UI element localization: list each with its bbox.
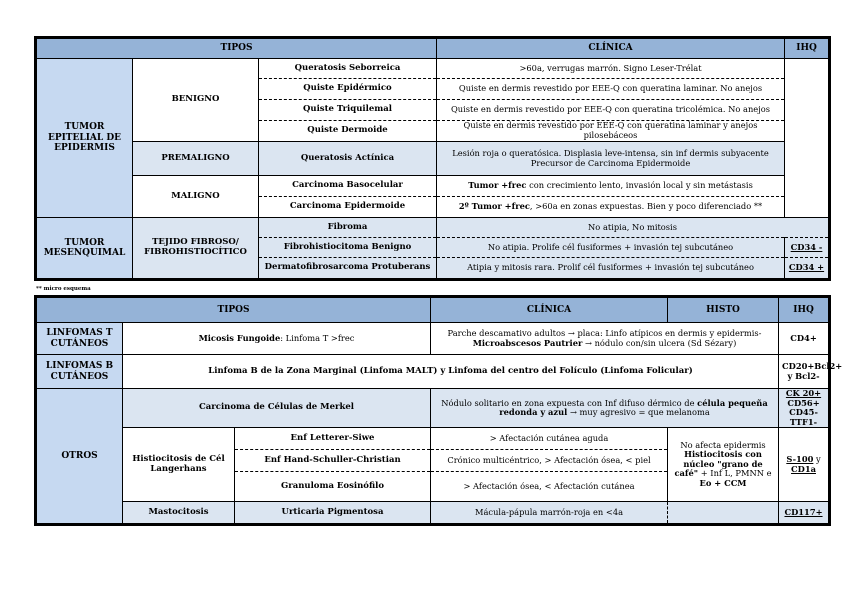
row-clinica: Quiste en dermis revestido por EEE-Q con queratina laminar. No anejos [437, 79, 785, 100]
merkel-clinica-bold: célula pequeña redonda y azul [499, 397, 768, 418]
group-linfomas-b: LINFOMAS B CUTÁNEOS [37, 355, 123, 389]
subgroup-benigno: BENIGNO [133, 59, 259, 142]
subgroup-maligno: MALIGNO [133, 176, 259, 218]
hist-row-clinica: Crónico multicéntrico, > Afectación ósea, < piel [431, 450, 668, 472]
row-name: Quiste Epidérmico [259, 79, 437, 100]
group-otros: OTROS [37, 389, 123, 524]
ihq-empty [785, 59, 829, 218]
group-mesenquimal: TUMOR MESENQUIMAL [37, 218, 133, 279]
row-name: Queratosis Seborreica [259, 59, 437, 79]
hist-row-clinica: > Afectación ósea, < Afectación cutánea [431, 472, 668, 502]
row-name: Carcinoma Basocelular [259, 176, 437, 197]
header-tipos: TIPOS [37, 39, 437, 59]
subgroup-premaligno: PREMALIGNO [133, 142, 259, 176]
ihq-text: CD34 - [790, 241, 823, 252]
row-clinica: Quiste en dermis revestido por EEE-Q con queratina tricolémica. No anejos [437, 100, 785, 121]
micosis-clinica-2: → nódulo con/sin ulcera (Sd Sézary) [582, 337, 737, 348]
ihq-cd1a: CD1a [791, 463, 816, 474]
merkel-clinica [431, 389, 779, 428]
row-clinica [437, 197, 785, 218]
group-epitelial: TUMOR EPITELIAL DE EPIDERMIS [37, 59, 133, 218]
merkel-name: Carcinoma de Células de Merkel [123, 389, 431, 428]
histo-bold: Histiocitosis con núcleo "grano de café" [674, 449, 763, 479]
row-clinica: No atipia. Prolife cél fusiformes + invasión tej subcutáneo [437, 238, 785, 258]
hist-row-name: Granuloma Eosinófilo [235, 472, 431, 502]
row-clinica-rest: con crecimiento lento, invasión local y sin metástasis [526, 180, 753, 191]
otros-table [36, 297, 843, 524]
micosis-ihq: CD4+ [779, 323, 829, 355]
micosis-clinica-bold: Microabscesos Pautrier [472, 337, 583, 348]
row-name: Dermatofibrosarcoma Protuberans [259, 258, 437, 279]
header-tipos: TIPOS [37, 298, 431, 323]
linfoma-b-ihq: CD20+Bcl2+ y Bcl2- [779, 355, 829, 389]
hist-row-clinica: > Afectación cutánea aguda [431, 428, 668, 450]
histo-2: + Inf L, PMNN e [698, 468, 772, 479]
micosis-clinica-1: Parche descamativo adultos → placa: Linfo atípicos en dermis y epidermis- [447, 327, 762, 338]
row-clinica-bold: Tumor +frec [468, 180, 527, 191]
row-name: Queratosis Actínica [259, 142, 437, 176]
row-clinica: Lesión roja o queratósica. Displasia leve-intensa, sin inf dermis subyacente Precursor de Carcinoma Epidermoide [437, 142, 785, 176]
header-histo: HISTO [668, 298, 779, 323]
micosis-name: Micosis Fungoide [198, 332, 281, 343]
row-clinica [437, 176, 785, 197]
merkel-ihq-2: CD56+ CD45- TTF1- [787, 397, 820, 427]
tumor-table [36, 38, 829, 279]
row-clinica: Atipia y mitosis rara. Prolif cél fusiformes + invasión tej subcutáneo [437, 258, 785, 279]
header-ihq: IHQ [785, 39, 829, 59]
row-clinica: No atipia, No mitosis [437, 218, 829, 238]
linfoma-b-text: Linfoma B de la Zona Marginal (Linfoma MALT) y Linfoma del centro del Folículo (Linfoma Folicular) [123, 355, 779, 389]
row-clinica: >60a, verrugas marrón. Signo Leser-Trélat [437, 59, 785, 79]
mastocitosis-clinica: Mácula-pápula marrón-roja en <4a [431, 502, 668, 524]
mastocitosis-name: Mastocitosis [123, 502, 235, 524]
footnote: ** micro esquema [36, 286, 91, 292]
header-ihq: IHQ [779, 298, 829, 323]
header-clinica: CLÍNICA [431, 298, 668, 323]
group-linfomas-t: LINFOMAS T CUTÁNEOS [37, 323, 123, 355]
mastocitosis-ihq [779, 502, 829, 524]
micosis-fungoide [123, 323, 431, 355]
row-name: Quiste Triquilemal [259, 100, 437, 121]
merkel-ihq [779, 389, 829, 428]
mastocitosis-sub: Urticaria Pigmentosa [235, 502, 431, 524]
row-clinica: Quiste en dermis revestido por EEE-Q con queratina laminar y anejos pilosebáceos [437, 121, 785, 142]
row-name: Fibroma [259, 218, 437, 238]
row-name: Quiste Dermoide [259, 121, 437, 142]
ihq-s100: S-100 [786, 454, 814, 465]
row-ihq [785, 258, 829, 279]
histiocitosis-name: Histiocitosis de Cél Langerhans [123, 428, 235, 502]
ihq-text: CD34 + [788, 262, 825, 273]
histiocitosis-histo [668, 428, 779, 502]
row-ihq [785, 238, 829, 258]
header-clinica: CLÍNICA [437, 39, 785, 59]
hist-row-name: Enf Letterer-Siwe [235, 428, 431, 450]
subgroup-fibroso: TEJIDO FIBROSO/ FIBROHISTIOCÍTICO [133, 218, 259, 279]
mastocitosis-histo [668, 502, 779, 524]
row-clinica-bold: 2º Tumor +frec [458, 201, 530, 212]
micosis-clinica [431, 323, 779, 355]
histo-bold2: Eo + CCM [699, 477, 747, 488]
row-name: Carcinoma Epidermoide [259, 197, 437, 218]
ihq-y: y [813, 454, 821, 465]
row-clinica-rest: , >60a en zonas expuestas. Bien y poco diferenciado ** [529, 201, 763, 212]
micosis-rest: : Linfoma T >frec [280, 332, 355, 343]
merkel-clinica-2: → muy agresivo = que melanoma [567, 407, 710, 418]
row-name: Fibrohistiocitoma Benigno [259, 238, 437, 258]
ihq-cd117: CD117+ [784, 506, 823, 517]
histo-1: No afecta epidermis [680, 439, 766, 450]
hist-row-name: Enf Hand-Schuller-Christian [235, 450, 431, 472]
merkel-clinica-1: Nódulo solitario en zona expuesta con Inf difuso dérmico de [441, 397, 698, 408]
histiocitosis-ihq [779, 428, 829, 502]
merkel-ihq-1: CK 20+ [785, 388, 822, 398]
